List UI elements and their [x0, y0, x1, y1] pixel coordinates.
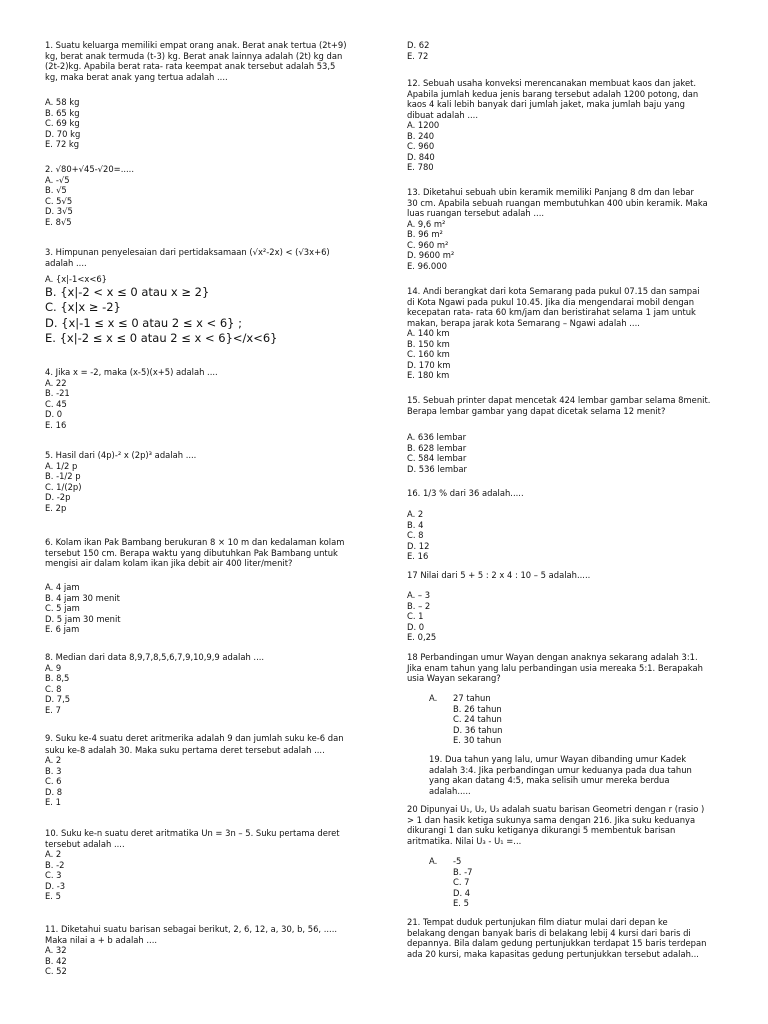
question-6-stem-line: tersebut 150 cm. Berapa waktu yang dibutuhkan Pak Bambang untuk [45, 547, 338, 558]
question-21 [407, 917, 729, 959]
question-12-stem-line: 12. Sebuah usaha konveksi merencanakan membuat kaos dan jaket. [407, 78, 697, 88]
question-16-options [407, 509, 729, 562]
option-b: B. {x|-2 < x ≤ 0 atau x ≥ 2} [45, 284, 210, 299]
question-20-stem-line: > 1 dan hasik ketiga sukunya sama dengan 216. Jika suku keduanya [407, 814, 696, 825]
question-20-options [407, 856, 729, 909]
question-3 [45, 247, 365, 346]
option-b: B. 26 tahun [453, 703, 502, 714]
question-21-stem-line: depannya. Bila dalam gedung pertunjukkan terdapat 15 baris terdepan [407, 938, 707, 948]
question-5-stem: 5. Hasil dari (4p)-² x (2p)³ adalah .... [45, 450, 197, 460]
option-b: B. 3 [45, 765, 62, 776]
question-14-stem-line: di Kota Ngawi pada pukul 10.45. Jika dia mengendarai mobil dengan [407, 296, 695, 307]
option-c: C. 5√5 [45, 195, 73, 206]
option-a-label: A. [429, 856, 438, 866]
question-13 [407, 187, 729, 271]
question-10 [45, 828, 365, 902]
option-c: C. 1/(2p) [45, 481, 82, 492]
option-d: D. 840 [407, 151, 435, 162]
question-10-stem-line: 10. Suku ke-n suatu deret aritmatika Un = 3n – 5. Suku pertama deret [45, 828, 340, 838]
option-b: B. 4 jam 30 menit [45, 592, 120, 603]
question-18-stem-line: 18 Perbandingan umur Wayan dengan anaknya sekarang adalah 3:1. [407, 652, 698, 662]
question-21-stem-line: 21. Tempat duduk pertunjukan film diatur mulai dari depan ke [407, 917, 668, 927]
question-16 [407, 488, 729, 499]
option-a-text: 27 tahun [453, 693, 491, 703]
question-20-stem-line: aritmatika. Nilai U₃ - U₁ =... [407, 835, 522, 846]
option-a: A. – 3 [407, 590, 431, 600]
option-e: E. 780 [407, 162, 434, 172]
question-5 [45, 450, 365, 513]
question-17-options [407, 590, 729, 643]
question-18-options [407, 693, 729, 746]
option-d: D. 4 [453, 887, 471, 898]
question-19-stem-line: adalah..... [429, 785, 471, 796]
option-e: E. 6 jam [45, 624, 80, 634]
question-20 [407, 804, 729, 846]
question-9 [45, 733, 365, 808]
option-c: C. 24 tahun [453, 714, 502, 724]
option-a: A. 2 [45, 849, 62, 859]
option-e: E. 96.000 [407, 260, 447, 271]
question-13-stem-line: 30 cm. Apabila sebuah ruangan membutuhkan 400 ubin keramik. Maka [407, 197, 708, 208]
question-3-stem-line: 3. Himpunan penyelesaian dari pertidaksamaan (√x²-2x) < (√3x+6) [45, 247, 330, 257]
option-a: A. 58 kg [45, 97, 80, 107]
question-10-stem-line: tersebut adalah .... [45, 838, 125, 849]
option-b: B. 150 km [407, 338, 450, 349]
question-6-stem-line: 6. Kolam ikan Pak Bambang berukuran 8 × 10 m dan kedalaman kolam [45, 537, 345, 547]
option-b: B. √5 [45, 185, 67, 195]
option-a-label: A. [429, 693, 438, 703]
option-b: B. 4 [407, 519, 424, 530]
option-b: B. 628 lembar [407, 442, 467, 453]
option-d: D. 536 lembar [407, 463, 467, 474]
option-d: D. 7,5 [45, 694, 71, 704]
option-a: A. 140 km [407, 328, 450, 338]
question-8-stem: 8. Median dari data 8,9,7,8,5,6,7,9,10,9,9 adalah .... [45, 652, 265, 662]
option-e: E. 5 [45, 891, 61, 901]
option-c: C. 8 [45, 683, 62, 694]
option-e: E. 72 kg [45, 139, 80, 149]
option-e: E. 5 [453, 898, 469, 908]
option-d: D. 9600 m² [407, 250, 455, 260]
option-d: D. -2p [45, 492, 71, 502]
question-12-stem-line: kaos 4 kali lebih banyak dari jumlah jaket, maka jumlah baju yang [407, 99, 685, 109]
option-a [407, 693, 729, 704]
question-15 [407, 395, 729, 416]
question-8 [45, 652, 365, 715]
question-15-stem-line: 15. Sebuah printer dapat mencetak 424 lembar gambar selama 8menit. [407, 395, 711, 405]
option-b: B. -2 [45, 859, 65, 870]
option-c: C. 7 [453, 877, 470, 887]
option-d: D. 8 [45, 786, 63, 797]
question-18-stem-line: Jika enam tahun yang lalu perbandingan usia mereaka 5:1. Berapakah [407, 662, 703, 673]
question-9-stem-line: suku ke-8 adalah 30. Maka suku pertama deret tersebut adalah .... [45, 744, 325, 755]
question-19-stem-line: adalah 3:4. Jika perbandingan umur keduanya pada dua tahun [429, 764, 692, 775]
option-d: D. 62 [407, 40, 430, 50]
question-2 [45, 164, 365, 227]
option-a: A. 9 [45, 662, 62, 673]
question-21-stem-line: ada 20 kursi, maka kapasitas gedung pertunjukkan tersebut adalah... [407, 948, 699, 959]
question-11-stem-line: Maka nilai a + b adalah .... [45, 934, 158, 945]
question-12 [407, 78, 729, 173]
option-e: E. 16 [407, 551, 429, 561]
option-d: D. 70 kg [45, 128, 81, 139]
option-e: E. 16 [45, 419, 67, 430]
option-a: A. 2 [407, 509, 424, 519]
question-13-stem-line: 13. Diketahui sebuah ubin keramik memiliki Panjang 8 dm dan lebar [407, 187, 694, 197]
question-2-stem: 2. √80+√45-√20=..... [45, 164, 135, 174]
question-19-stem-line: yang akan datang 4:5, maka selisih umur mereka berdua [429, 775, 670, 785]
option-c: C. 1 [407, 611, 424, 621]
option-a: A. 22 [45, 377, 67, 388]
question-1-stem-line: (2t-2)kg. Apabila berat rata- rata keempat anak tersebut adalah 53,5 [45, 61, 336, 71]
option-a: A. 2 [45, 755, 62, 765]
option-a [407, 856, 729, 867]
question-14 [407, 286, 729, 381]
option-d: D. 0 [407, 621, 425, 632]
option-e: E. 30 tahun [453, 735, 502, 745]
option-b: B. – 2 [407, 600, 431, 611]
option-b: B. -21 [45, 388, 70, 398]
option-e: E. 2p [45, 502, 67, 513]
question-1-stem-line: kg, berat anak termuda (t-3) kg. Berat anak lainnya adalah (2t) kg dan [45, 50, 343, 61]
question-14-stem-line: kecepatan rata- rata 60 km/jam dan beristirahat selama 1 jam untuk [407, 307, 696, 317]
question-15-options [407, 432, 729, 474]
option-d: D. 3√5 [45, 206, 73, 216]
question-12-stem-line: dibuat adalah .... [407, 109, 479, 120]
question-16-stem: 16. 1/3 % dari 36 adalah..... [407, 488, 524, 498]
option-b: B. 8,5 [45, 673, 70, 683]
question-3-stem-line: adalah .... [45, 257, 87, 268]
question-4 [45, 367, 365, 430]
question-1-options [45, 97, 365, 150]
question-14-stem-line: 14. Andi berangkat dari kota Semarang pada pukul 07.15 dan sampai [407, 286, 700, 296]
option-a: A. 636 lembar [407, 432, 467, 442]
question-18 [407, 652, 729, 684]
question-1-stem-line: kg, maka berat anak yang tertua adalah .... [45, 71, 228, 82]
option-d: D. 36 tahun [453, 724, 503, 735]
option-e: E. 72 [407, 50, 429, 61]
option-a: A. 9,6 m² [407, 218, 446, 229]
question-1 [45, 40, 365, 82]
option-c: C. 45 [45, 398, 67, 409]
option-a: A. {x|-1<x<6} [45, 274, 108, 284]
question-12-stem-line: Apabila jumlah kedua jenis barang tersebut adalah 1200 potong, dan [407, 88, 699, 99]
option-d: D. -3 [45, 880, 66, 891]
question-14-stem-line: makan, berapa jarak kota Semarang – Ngawi adalah .... [407, 317, 640, 328]
option-c: C. 960 [407, 141, 435, 151]
option-b: B. 65 kg [45, 107, 80, 118]
question-20-stem-line: 20 Dipunyai U₁, U₂, U₃ adalah suatu barisan Geometri dengan r (rasio ) [407, 804, 705, 814]
option-c: C. 960 m² [407, 239, 449, 250]
question-11-continued [407, 40, 729, 61]
option-a-text: -5 [453, 856, 462, 866]
question-21-stem-line: belakang dengan banyak baris di belakang lebij 4 kursi dari baris di [407, 927, 691, 938]
option-b: B. -7 [453, 866, 473, 877]
option-b: B. -1/2 p [45, 471, 81, 481]
option-d: D. 12 [407, 540, 430, 551]
question-6-options [45, 582, 365, 635]
option-d: D. 0 [45, 409, 63, 419]
option-e: E. 0,25 [407, 632, 437, 642]
option-b: B. 96 m² [407, 229, 443, 239]
option-a: A. 1200 [407, 120, 440, 130]
question-20-stem-line: dikurangi 1 dan suku ketiganya dikurangi 5 membentuk barisan [407, 825, 676, 835]
option-a: A. -√5 [45, 174, 70, 185]
option-c: C. 584 lembar [407, 453, 467, 463]
option-c: C. 8 [407, 530, 424, 540]
option-b: B. 240 [407, 130, 435, 141]
option-c: C. 6 [45, 776, 62, 786]
question-17 [407, 570, 729, 581]
option-c: C. 3 [45, 870, 62, 880]
option-d: D. {x|-1 ≤ x ≤ 0 atau 2 ≤ x < 6} ; [45, 315, 243, 330]
question-1-stem-line: 1. Suatu keluarga memiliki empat orang anak. Berat anak tertua (2t+9) [45, 40, 347, 50]
option-b: B. 42 [45, 955, 67, 966]
question-19-stem-line: 19. Dua tahun yang lalu, umur Wayan dibanding umur Kadek [429, 754, 687, 764]
question-18-stem-line: usia Wayan sekarang? [407, 673, 501, 683]
question-19 [407, 754, 729, 796]
question-13-stem-line: luas ruangan tersebut adalah .... [407, 208, 545, 218]
question-6-stem-line: mengisi air dalam kolam ikan jika debit air 400 liter/menit? [45, 558, 293, 568]
question-17-stem: 17 Nilai dari 5 + 5 : 2 x 4 : 10 – 5 adalah..... [407, 570, 591, 580]
question-6 [45, 537, 365, 569]
option-c: C. 69 kg [45, 118, 80, 128]
option-a: A. 32 [45, 945, 67, 955]
question-11-stem-line: 11. Diketahui suatu barisan sebagai berikut, 2, 6, 12, a, 30, b, 56, ..... [45, 924, 338, 934]
option-d: D. 170 km [407, 359, 451, 370]
question-4-stem: 4. Jika x = -2, maka (x-5)(x+5) adalah .... [45, 367, 218, 377]
option-e: E. {x|-2 ≤ x ≤ 0 atau 2 ≤ x < 6}</x<6} [45, 331, 278, 345]
option-e: E. 7 [45, 704, 61, 715]
option-c: C. {x|x ≥ -2} [45, 300, 121, 314]
option-a: A. 1/2 p [45, 460, 78, 471]
question-15-stem-line: Berapa lembar gambar yang dapat dicetak selama 12 menit? [407, 405, 666, 416]
option-c: C. 52 [45, 966, 67, 976]
question-9-stem-line: 9. Suku ke-4 suatu deret aritmerika adalah 9 dan jumlah suku ke-6 dan [45, 733, 344, 743]
option-e: E. 8√5 [45, 216, 72, 227]
option-e: E. 180 km [407, 370, 450, 380]
option-c: C. 5 jam [45, 603, 80, 613]
option-a: A. 4 jam [45, 582, 80, 592]
option-e: E. 1 [45, 797, 61, 807]
option-d: D. 5 jam 30 menit [45, 613, 121, 624]
option-c: C. 160 km [407, 349, 450, 359]
question-11 [45, 924, 365, 977]
